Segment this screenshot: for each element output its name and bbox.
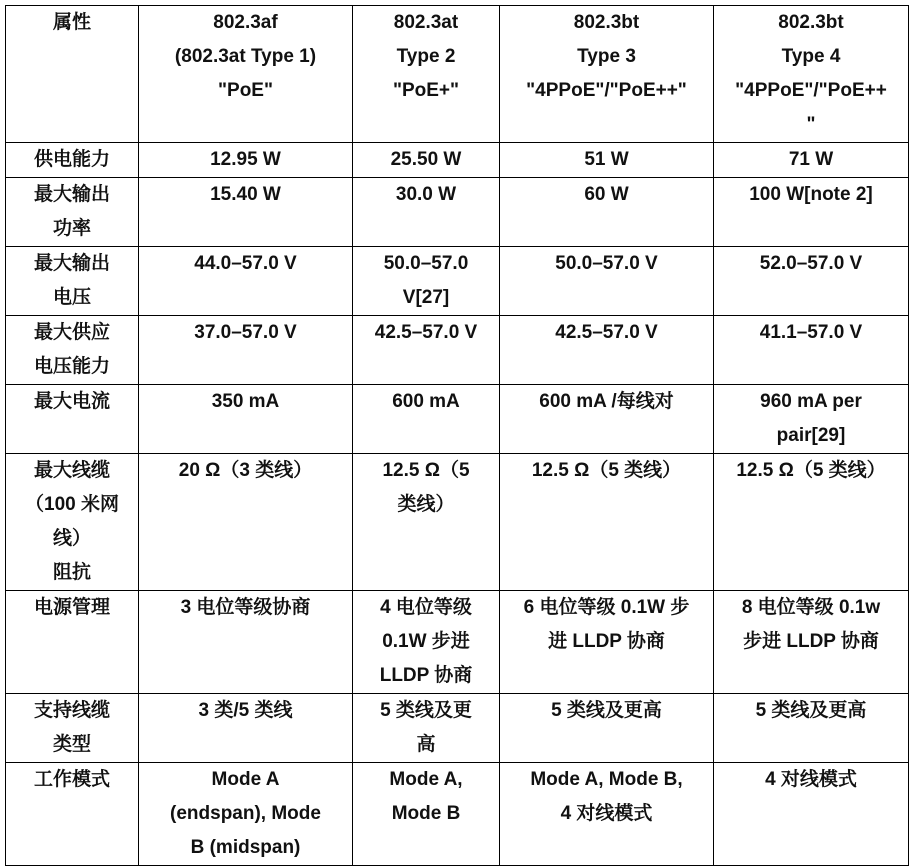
poe-standards-table xyxy=(5,5,909,866)
value-cell xyxy=(500,385,714,454)
table-row-operating-mode xyxy=(6,763,909,866)
value-cell xyxy=(139,143,353,178)
cell-text: 50.0–57.0 xyxy=(383,253,469,274)
header-attribute-cell xyxy=(6,6,139,143)
header-cell-802-3af xyxy=(139,6,353,143)
value-cell xyxy=(714,763,909,866)
value-cell xyxy=(714,694,909,763)
attribute-cell xyxy=(6,591,139,694)
cell-text: V[27] xyxy=(402,287,450,308)
value-cell xyxy=(139,178,353,247)
table-row-power-capacity xyxy=(6,143,909,178)
value-cell xyxy=(714,143,909,178)
attribute-label: 类型 xyxy=(52,734,91,755)
header-cell-802-3bt-type4 xyxy=(714,6,909,143)
cell-text: 12.5 Ω（5 类线） xyxy=(531,460,682,481)
value-cell xyxy=(714,454,909,591)
attribute-label: 最大供应 xyxy=(33,322,110,343)
cell-text: 5 类线及更高 xyxy=(755,700,867,721)
value-cell xyxy=(139,454,353,591)
cell-text: 42.5–57.0 V xyxy=(374,322,478,343)
attribute-label: （100 米网 xyxy=(25,494,119,515)
value-cell xyxy=(353,763,500,866)
header-text: "PoE" xyxy=(218,80,273,101)
header-text: 802.3bt xyxy=(573,12,640,33)
cell-text: 71 W xyxy=(788,149,834,170)
cell-text: 0.1W 步进 xyxy=(382,631,470,652)
cell-text: 类线） xyxy=(397,494,455,515)
cell-text: 步进 LLDP 协商 xyxy=(743,631,879,652)
cell-text: (endspan), Mode xyxy=(170,803,321,824)
value-cell xyxy=(714,591,909,694)
attribute-cell xyxy=(6,178,139,247)
cell-text: 37.0–57.0 V xyxy=(194,322,297,343)
attribute-cell xyxy=(6,316,139,385)
cell-text: 高 xyxy=(416,734,436,755)
attribute-label: 电压能力 xyxy=(33,356,110,377)
value-cell xyxy=(500,454,714,591)
table-header-row xyxy=(6,6,909,143)
cell-text: 8 电位等级 0.1w xyxy=(741,597,881,618)
attribute-label: 工作模式 xyxy=(33,769,110,790)
header-text: "PoE+" xyxy=(392,80,460,101)
attribute-cell xyxy=(6,247,139,316)
cell-text: 12.5 Ω（5 类线） xyxy=(736,460,886,481)
cell-text: 960 mA per xyxy=(760,391,862,412)
cell-text: 3 电位等级协商 xyxy=(180,597,311,618)
table-row-max-output-voltage xyxy=(6,247,909,316)
attribute-label: 电压 xyxy=(52,287,91,308)
cell-text: 15.40 W xyxy=(210,184,281,205)
cell-text: Mode A xyxy=(211,769,280,790)
table-row-max-current xyxy=(6,385,909,454)
value-cell xyxy=(139,591,353,694)
cell-text: 51 W xyxy=(584,149,629,170)
value-cell xyxy=(500,143,714,178)
attribute-label: 供电能力 xyxy=(33,149,110,170)
cell-text: 进 LLDP 协商 xyxy=(548,631,665,652)
cell-text: 6 电位等级 0.1W 步 xyxy=(523,597,690,618)
table-row-max-output-power xyxy=(6,178,909,247)
attribute-label: 电源管理 xyxy=(33,597,110,618)
cell-text: 60 W xyxy=(584,184,629,205)
value-cell xyxy=(353,178,500,247)
value-cell xyxy=(353,591,500,694)
cell-text: 25.50 W xyxy=(390,149,462,170)
value-cell xyxy=(353,247,500,316)
value-cell xyxy=(139,694,353,763)
cell-text: 350 mA xyxy=(211,391,280,412)
header-attribute-label: 属性 xyxy=(52,12,91,33)
cell-text: 100 W[note 2] xyxy=(749,184,873,205)
cell-text: Mode A, xyxy=(389,769,463,790)
value-cell xyxy=(353,143,500,178)
attribute-label: 最大电流 xyxy=(33,391,110,412)
attribute-label: 支持线缆 xyxy=(33,700,110,721)
header-cell-802-3bt-type3 xyxy=(500,6,714,143)
attribute-label: 最大输出 xyxy=(33,253,110,274)
header-text: Type 2 xyxy=(396,46,456,67)
attribute-label: 最大线缆 xyxy=(33,460,110,481)
cell-text: pair[29] xyxy=(776,425,846,446)
table-row-max-supply-voltage xyxy=(6,316,909,385)
value-cell xyxy=(500,316,714,385)
attribute-label: 功率 xyxy=(52,218,91,239)
attribute-cell xyxy=(6,694,139,763)
cell-text: LLDP 协商 xyxy=(379,665,473,686)
value-cell xyxy=(139,763,353,866)
cell-text: Mode B xyxy=(391,803,461,824)
attribute-label: 最大输出 xyxy=(33,184,110,205)
header-text: Type 3 xyxy=(577,46,636,67)
cell-text: 4 电位等级 xyxy=(380,597,472,618)
cell-text: 3 类/5 类线 xyxy=(198,700,293,721)
cell-text: 20 Ω（3 类线） xyxy=(178,460,313,481)
attribute-label: 阻抗 xyxy=(52,562,91,583)
cell-text: B (midspan) xyxy=(190,837,301,858)
value-cell xyxy=(500,178,714,247)
header-cell-802-3at xyxy=(353,6,500,143)
value-cell xyxy=(500,591,714,694)
header-text: (802.3at Type 1) xyxy=(174,46,317,67)
value-cell xyxy=(500,694,714,763)
cell-text: 12.5 Ω（5 xyxy=(382,460,470,481)
header-text: 802.3af xyxy=(213,12,278,33)
value-cell xyxy=(714,316,909,385)
cell-text: 600 mA /每线对 xyxy=(539,391,674,412)
header-text: "4PPoE"/"PoE++" xyxy=(526,80,687,101)
value-cell xyxy=(714,178,909,247)
value-cell xyxy=(500,247,714,316)
cell-text: 4 对线模式 xyxy=(765,769,857,790)
cell-text: 600 mA xyxy=(392,391,460,412)
cell-text: 5 类线及更高 xyxy=(551,700,662,721)
cell-text: 12.95 W xyxy=(210,149,281,170)
header-text: " xyxy=(806,114,816,135)
cell-text: 52.0–57.0 V xyxy=(759,253,863,274)
value-cell xyxy=(139,385,353,454)
cell-text: 30.0 W xyxy=(395,184,457,205)
cell-text: 5 类线及更 xyxy=(380,700,472,721)
value-cell xyxy=(714,385,909,454)
table-row-max-cable-resistance xyxy=(6,454,909,591)
header-text: 802.3bt xyxy=(778,12,844,33)
cell-text: 4 对线模式 xyxy=(560,803,653,824)
cell-text: 50.0–57.0 V xyxy=(555,253,658,274)
attribute-label: 线） xyxy=(52,528,91,549)
value-cell xyxy=(353,694,500,763)
attribute-cell xyxy=(6,143,139,178)
cell-text: 41.1–57.0 V xyxy=(759,322,863,343)
value-cell xyxy=(714,247,909,316)
cell-text: 44.0–57.0 V xyxy=(194,253,297,274)
value-cell xyxy=(500,763,714,866)
header-text: Type 4 xyxy=(781,46,841,67)
attribute-cell xyxy=(6,454,139,591)
value-cell xyxy=(139,247,353,316)
header-text: "4PPoE"/"PoE++ xyxy=(735,80,887,101)
cell-text: 42.5–57.0 V xyxy=(555,322,658,343)
attribute-cell xyxy=(6,763,139,866)
table-row-supported-cable xyxy=(6,694,909,763)
value-cell xyxy=(139,316,353,385)
header-text: 802.3at xyxy=(393,12,459,33)
cell-text: Mode A, Mode B, xyxy=(530,769,683,790)
value-cell xyxy=(353,316,500,385)
value-cell xyxy=(353,385,500,454)
table-row-power-management xyxy=(6,591,909,694)
attribute-cell xyxy=(6,385,139,454)
value-cell xyxy=(353,454,500,591)
